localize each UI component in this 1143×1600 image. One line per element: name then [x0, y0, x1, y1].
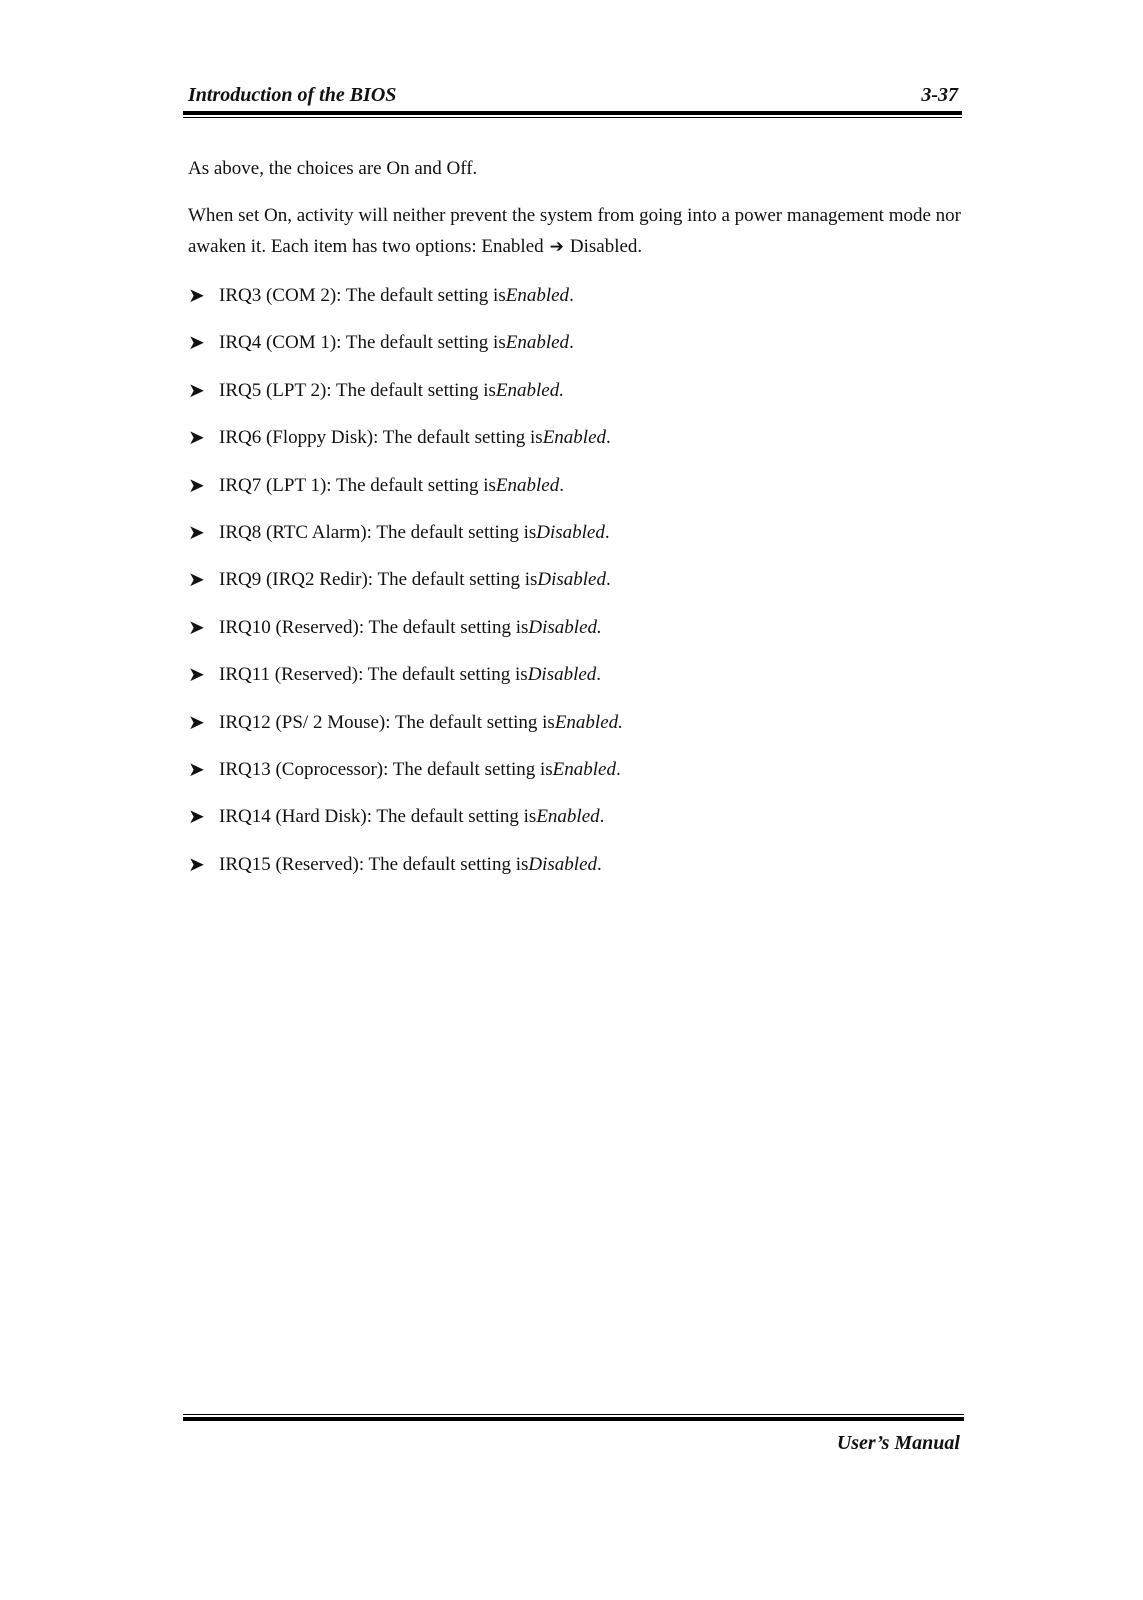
- description-text: When set On, activity will neither prevent the system from going into a power management mode nor awaken it. Each item has two options: Enabled: [188, 205, 961, 257]
- triangle-bullet-icon: ➤: [188, 377, 205, 402]
- page-header: [188, 84, 962, 112]
- irq-value: Enabled.: [554, 711, 623, 733]
- irq-label: IRQ3 (COM 2): The default setting is: [219, 285, 506, 306]
- right-arrow-icon: ➔: [549, 237, 564, 257]
- irq-label: IRQ11 (Reserved): The default setting is: [219, 664, 528, 686]
- irq-value: Enabled: [505, 285, 570, 306]
- irq-label: IRQ5 (LPT 2): The default setting is: [219, 379, 496, 401]
- irq-end: .: [605, 569, 611, 591]
- list-item: [188, 327, 963, 374]
- irq-value: Disabled: [528, 853, 597, 875]
- triangle-bullet-icon: ➤: [188, 472, 205, 497]
- irq-end: .: [599, 806, 605, 828]
- list-item: [188, 280, 963, 327]
- irq-label: IRQ6 (Floppy Disk): The default setting is: [219, 427, 543, 449]
- irq-value: Enabled: [495, 474, 560, 496]
- page-content: [188, 153, 963, 896]
- list-item: [188, 707, 963, 754]
- irq-end: .: [604, 521, 610, 543]
- list-item: [188, 564, 963, 611]
- list-item: [188, 612, 963, 659]
- triangle-bullet-icon: ➤: [188, 425, 205, 450]
- list-item: [188, 754, 963, 801]
- description-text-end: Disabled.: [569, 236, 643, 257]
- description-paragraph: [188, 200, 963, 263]
- irq-label: IRQ8 (RTC Alarm): The default setting is: [219, 521, 537, 543]
- triangle-bullet-icon: ➤: [188, 330, 205, 355]
- irq-value: Disabled.: [528, 616, 602, 638]
- triangle-bullet-icon: ➤: [188, 851, 205, 876]
- irq-label: IRQ10 (Reserved): The default setting is: [219, 616, 529, 638]
- header-rule-thick: [183, 111, 962, 115]
- header-rule-thin: [183, 117, 962, 118]
- irq-value: Disabled: [527, 664, 597, 686]
- irq-label: IRQ15 (Reserved): The default setting is: [219, 853, 529, 875]
- irq-end: .: [559, 474, 564, 496]
- triangle-bullet-icon: ➤: [188, 662, 205, 687]
- irq-label: IRQ13 (Coprocessor): The default setting is: [219, 758, 553, 780]
- irq-label: IRQ14 (Hard Disk): The default setting is: [219, 806, 537, 828]
- irq-end: .: [597, 853, 602, 875]
- irq-value: Disabled: [537, 569, 606, 591]
- irq-list: [188, 280, 963, 896]
- list-item: [188, 849, 963, 896]
- triangle-bullet-icon: ➤: [188, 283, 205, 307]
- list-item: [188, 470, 963, 517]
- list-item: [188, 517, 963, 564]
- irq-label: IRQ4 (COM 1): The default setting is: [219, 332, 506, 354]
- list-item: [188, 801, 963, 848]
- header-title: Introduction of the BIOS: [188, 84, 397, 106]
- irq-end: .: [569, 285, 574, 306]
- irq-end: .: [616, 758, 621, 780]
- irq-label: IRQ9 (IRQ2 Redir): The default setting is: [219, 569, 538, 591]
- triangle-bullet-icon: ➤: [188, 709, 205, 734]
- irq-value: Enabled.: [495, 379, 564, 401]
- triangle-bullet-icon: ➤: [188, 614, 205, 639]
- irq-label: IRQ7 (LPT 1): The default setting is: [219, 474, 496, 496]
- list-item: [188, 422, 963, 469]
- irq-end: .: [606, 427, 611, 449]
- footer-text: User’s Manual: [836, 1432, 960, 1454]
- irq-end: .: [596, 664, 602, 686]
- intro-paragraph: As above, the choices are On and Off.: [188, 158, 478, 179]
- footer-rule-thin: [183, 1414, 964, 1415]
- list-item: [188, 659, 963, 706]
- irq-value: Enabled: [536, 806, 600, 828]
- triangle-bullet-icon: ➤: [188, 519, 205, 544]
- triangle-bullet-icon: ➤: [188, 804, 205, 829]
- list-item: [188, 375, 963, 422]
- irq-value: Enabled: [542, 427, 607, 449]
- irq-end: .: [569, 332, 574, 354]
- irq-label: IRQ12 (PS/ 2 Mouse): The default setting is: [219, 711, 555, 733]
- irq-value: Disabled: [536, 521, 605, 543]
- triangle-bullet-icon: ➤: [188, 567, 205, 592]
- triangle-bullet-icon: ➤: [188, 756, 205, 781]
- page-number: 3-37: [921, 84, 958, 106]
- footer-rule-thick: [183, 1417, 964, 1421]
- irq-value: Enabled: [552, 758, 616, 780]
- irq-value: Enabled: [505, 332, 570, 354]
